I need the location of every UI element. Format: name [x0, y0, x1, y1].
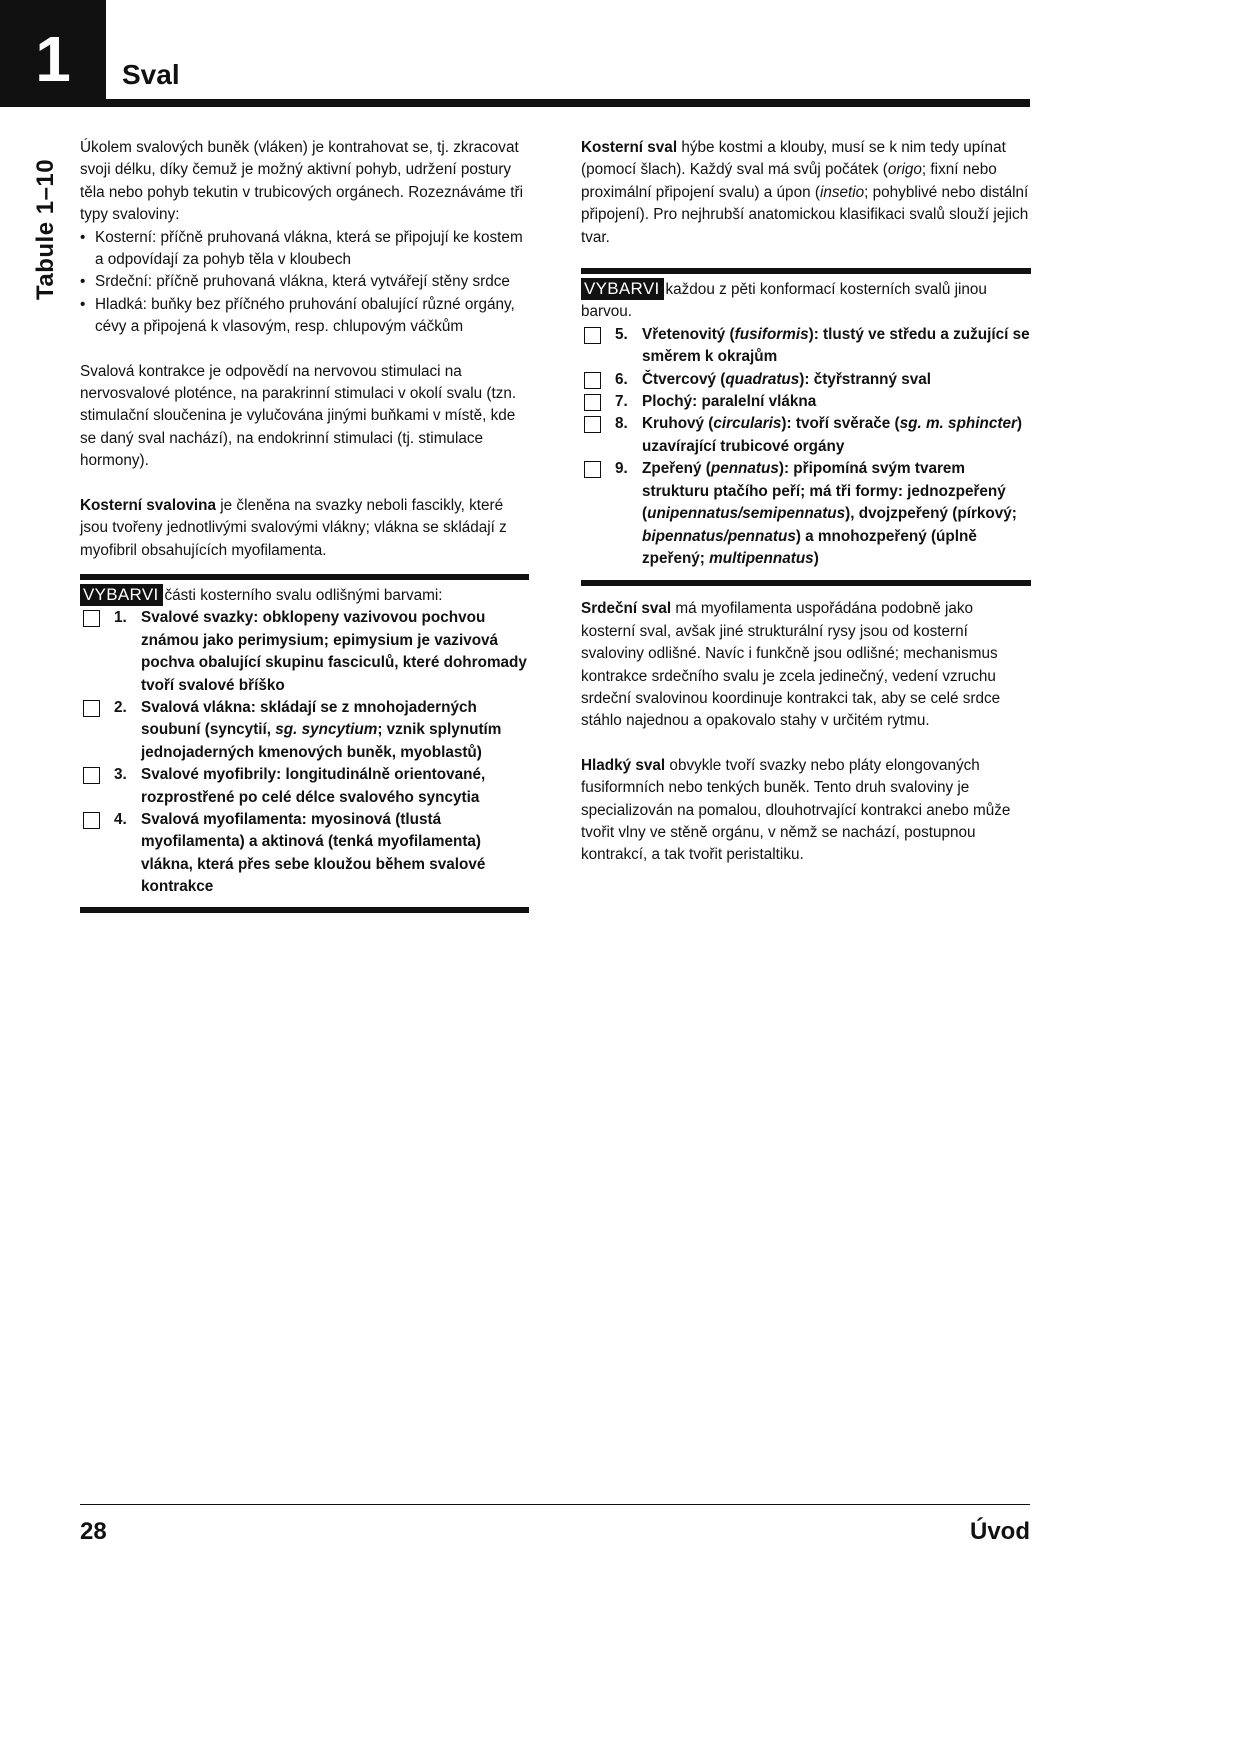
coloring-item-4	[80, 809, 529, 899]
skeletal-tissue-term: Kosterní svalovina	[80, 496, 217, 514]
item-number: 1.	[114, 609, 127, 627]
color-checkbox[interactable]	[83, 610, 100, 627]
item-text-part: ): tvoří svěrače (	[781, 415, 900, 433]
item-text	[141, 697, 529, 764]
item-number: 8.	[615, 415, 628, 433]
footer-rule	[80, 1504, 1030, 1505]
item-latin-term: quadratus	[725, 370, 800, 388]
latin-term: insetio	[819, 183, 865, 201]
item-number: 3.	[114, 766, 127, 784]
side-plate-label: Tabule 1–10	[32, 158, 59, 300]
item-text	[642, 413, 1031, 458]
item-latin-term: circularis	[713, 415, 782, 433]
chapter-number: 1	[35, 23, 71, 95]
coloring-item-7	[581, 391, 1031, 413]
muscle-types-list	[80, 227, 529, 339]
smooth-paragraph	[581, 755, 1031, 867]
item-text	[642, 324, 1031, 369]
coloring-item-5	[581, 324, 1031, 369]
coloring-box-shapes	[581, 268, 1031, 570]
color-checkbox[interactable]	[584, 372, 601, 389]
cardiac-paragraph	[581, 598, 1031, 732]
item-text-part: ; vznik splynutím jednojaderných kmenových buněk, myoblastů)	[141, 721, 502, 761]
latin-term: origo	[887, 161, 922, 179]
item-text-part: ) uzavírající trubicové orgány	[642, 415, 1023, 455]
section-name: Úvod	[970, 1518, 1030, 1545]
item-text-part: Vřetenovitý (	[642, 325, 735, 343]
item-text-part: ): připomíná svým tvarem strukturu ptačího peří; má tři formy: jednozpeřený (	[642, 460, 1006, 523]
coloring-item-2	[80, 697, 529, 764]
header-rule	[106, 99, 1030, 107]
list-item: • Hladká: buňky bez příčného pruhování obalující různé orgány, cévy a připojená k vlasovým, resp. chlupovým váčkům	[80, 294, 529, 339]
coloring-instruction-text: každou z pěti konformací kosterních svalů jinou barvou.	[581, 281, 987, 321]
item-latin-term: multipennatus	[709, 549, 814, 567]
right-column	[581, 137, 1031, 867]
item-text-part: )	[813, 549, 819, 567]
item-latin-term: pennatus	[710, 460, 779, 478]
coloring-item-9	[581, 458, 1031, 570]
color-checkbox[interactable]	[584, 394, 601, 411]
item-latin-term: bipennatus/pennatus	[642, 527, 796, 545]
coloring-item-3	[80, 764, 529, 809]
skeletal-tissue-paragraph	[80, 495, 529, 562]
color-checkbox[interactable]	[83, 767, 100, 784]
coloring-item-1	[80, 607, 529, 697]
item-text-part: Kruhový (	[642, 415, 714, 433]
item-text-part: ) a mnohozpeřený (úplně zpeřený;	[642, 527, 977, 567]
left-column	[80, 137, 529, 913]
contraction-paragraph: Svalová kontrakce je odpovědí na nervovou stimulaci na nervosvalové ploténce, na parakrinní stimulaci v okolí svalu (tzn. stimulační sloučenina je vylučována jinými buňkami v místě, kde se daný sval nachází), na endokrinní stimulaci (tj. stimulace hormony).	[80, 362, 517, 470]
coloring-box-parts	[80, 574, 529, 913]
item-text: Plochý: paralelní vlákna	[642, 393, 817, 411]
skeletal-muscle-paragraph	[581, 137, 1031, 249]
color-label: VYBARVI	[80, 584, 163, 606]
item-latin-term: fusiformis	[734, 325, 809, 343]
paragraph-text: hýbe kostmi a klouby, musí se k nim tedy upínat (pomocí šlach). Každý sval má svůj počátek (	[581, 139, 1006, 179]
item-text-part: Čtvercový (	[642, 370, 726, 388]
intro-paragraph: Úkolem svalových buněk (vláken) je kontrahovat se, tj. zkracovat svoji délku, díky čemuž je možný aktivní pohyb, udržení postury těla nebo pohyb tekutin v trubicových orgánech. Rozeznáváme tři typy svaloviny:	[80, 139, 524, 224]
coloring-instruction-text: části kosterního svalu odlišnými barvami:	[164, 586, 443, 604]
color-label: VYBARVI	[581, 278, 664, 300]
item-text: Svalové svazky: obklopeny vazivovou pochvou známou jako perimysium; epimysium je vazivová pochva obalující skupinu fasciculů, které dohromady tvoří svalové bříško	[141, 609, 527, 694]
item-text: Svalové myofibrily: longitudinálně orientované, rozprostřené po celé délce svalového syncytia	[141, 766, 486, 806]
coloring-item-8	[581, 413, 1031, 458]
item-text-part: Zpeřený (	[642, 460, 711, 478]
smooth-term: Hladký sval	[581, 756, 666, 774]
coloring-item-6	[581, 369, 1031, 391]
color-checkbox[interactable]	[584, 327, 601, 344]
item-number: 7.	[615, 393, 628, 411]
item-number: 9.	[615, 460, 628, 478]
item-latin-term: sg. m. sphincter	[899, 415, 1017, 433]
page-number: 28	[80, 1518, 107, 1545]
paragraph-text: ; fixní nebo proximální připojení svalu) a úpon (	[581, 161, 997, 201]
paragraph-text: má myofilamenta uspořádána podobně jako kosterní sval, avšak jiné strukturální rysy jsou od kosterní svaloviny odlišné. Navíc i funkčně jsou odlišné; mechanismus kontrakce srdečního svalu je zcela jedinečný, vedení vzruchu srdeční svalovinou koordinuje kontrakci tak, aby se celé srdce stáhlo najednou a opakovalo stahy v určitém rytmu.	[581, 600, 1001, 730]
coloring-instruction	[581, 278, 1031, 324]
color-checkbox[interactable]	[584, 461, 601, 478]
cardiac-term: Srdeční sval	[581, 600, 672, 618]
list-item: • Kosterní: příčně pruhovaná vlákna, která se připojují ke kostem a odpovídají za pohyb těla v kloubech	[80, 227, 529, 272]
skeletal-tissue-text: je členěna na svazky neboli fascikly, které jsou tvořeny jednotlivými svalovými vlákny; vlákna se skládají z myofibril obsahujících myofilamenta.	[80, 496, 507, 559]
item-number: 5.	[615, 325, 628, 343]
paragraph-text: ; pohyblivé nebo distální připojení). Pro nejhrubší anatomickou klasifikaci svalů slouží jejich tvar.	[581, 183, 1029, 246]
color-checkbox[interactable]	[83, 812, 100, 829]
coloring-instruction	[80, 584, 529, 607]
color-checkbox[interactable]	[83, 700, 100, 717]
item-number: 2.	[114, 698, 127, 716]
skeletal-muscle-term: Kosterní sval	[581, 139, 678, 156]
item-number: 4.	[114, 810, 127, 828]
box-bottom-rule	[581, 570, 1031, 586]
item-text-part: Svalová vlákna: skládají se z mnohojaderných soubuní (syncytií,	[141, 698, 477, 739]
chapter-title: Sval	[122, 59, 180, 90]
item-latin-term: sg. syncytium	[275, 721, 378, 739]
item-text-part: ): tlustý ve středu a zužující se směrem k okrajům	[642, 325, 1030, 366]
item-text-part: ), dvojzpeřený (pírkový;	[845, 505, 1017, 523]
item-latin-term: unipennatus/semipennatus	[647, 505, 846, 523]
list-item: • Srdeční: příčně pruhovaná vlákna, která vytvářejí stěny srdce	[80, 271, 529, 293]
item-text: Svalová myofilamenta: myosinová (tlustá myofilamenta) a aktinová (tenká myofilamenta) vlákna, která přes sebe kloužou během svalové kontrakce	[141, 810, 486, 896]
item-text	[642, 369, 1031, 391]
paragraph-text: obvykle tvoří svazky nebo pláty elongovaných fusiformních nebo tenkých buněk. Tento druh svaloviny je specializován na pomalou, dlouhotrvající kontrakci anebo může tvořit vlny ve stěně orgánu, v němž se nachází, postupnou kontrakcí, a tak tvořit peristaltiku.	[581, 756, 1011, 864]
item-text-part: ): čtyřstranný sval	[799, 370, 932, 388]
item-text	[642, 458, 1031, 570]
item-number: 6.	[615, 370, 628, 388]
color-checkbox[interactable]	[584, 416, 601, 433]
